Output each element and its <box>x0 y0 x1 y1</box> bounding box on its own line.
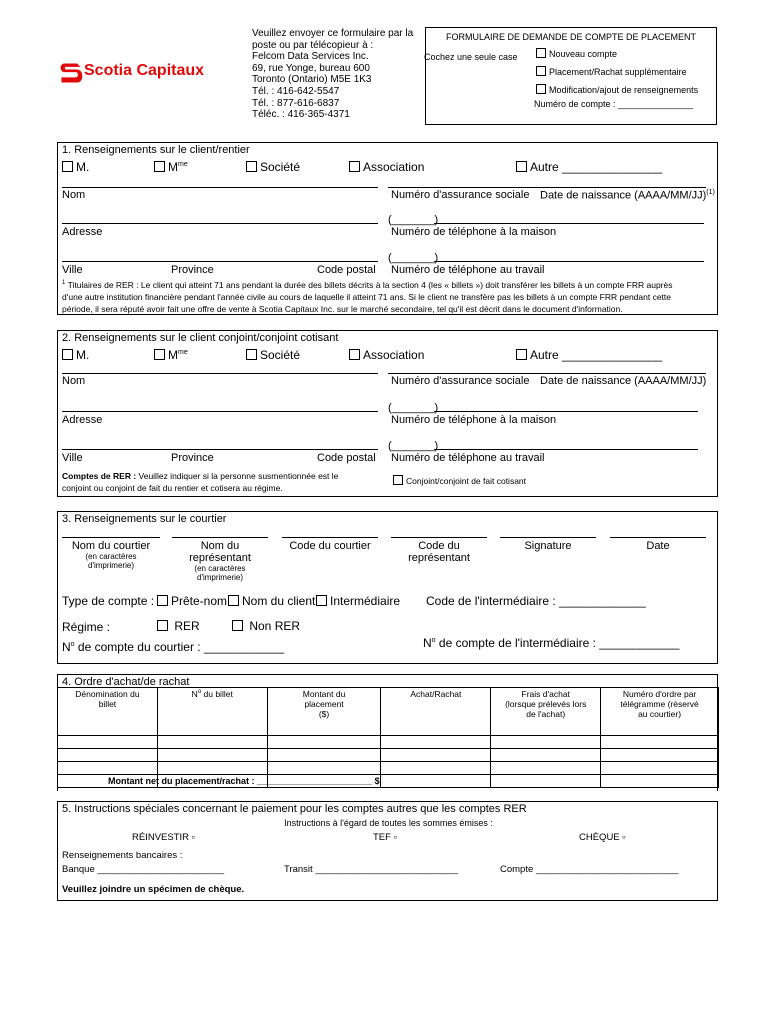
nas-line[interactable] <box>388 187 706 188</box>
tel-maison-label: Numéro de téléphone à la maison <box>391 226 557 238</box>
type-intermediaire[interactable]: Intermédiaire <box>316 594 400 608</box>
col-line[interactable] <box>62 537 160 538</box>
adresse-line[interactable] <box>62 411 378 412</box>
title-autre[interactable]: Autre _______________ <box>516 348 662 362</box>
th-denomination: Dénomination du billet <box>58 688 158 736</box>
table-row[interactable] <box>58 749 719 762</box>
th-frais: Frais d'achat (lorsque prélevés lors de l'achat) <box>491 688 601 736</box>
checkbox[interactable] <box>393 475 403 485</box>
cell[interactable] <box>58 736 158 749</box>
tel-travail-label: Numéro de téléphone au travail <box>391 264 545 276</box>
nas-label: Numéro d'assurance sociale <box>391 189 530 201</box>
cell[interactable] <box>491 736 601 749</box>
title-association[interactable]: Association <box>349 160 424 174</box>
checkbox[interactable] <box>228 595 239 606</box>
form-instruction: Cochez une seule case <box>424 52 518 62</box>
order-table <box>57 687 719 788</box>
th-achat-rachat: Achat/Rachat <box>381 688 491 736</box>
option-tef[interactable]: TEF ▫ <box>373 832 397 843</box>
title-societe[interactable]: Société <box>246 160 300 174</box>
nom-line[interactable] <box>62 187 378 188</box>
section-client <box>57 142 718 315</box>
checkbox[interactable] <box>536 48 546 58</box>
col-nom-representant: Nom du représentant (en caractères d'imprimerie) <box>189 540 251 582</box>
nom-line[interactable] <box>62 373 378 374</box>
ville-label: Ville <box>62 452 83 464</box>
title-m[interactable]: M. <box>62 160 89 174</box>
rer-note: $^1$ Titulaires de RER : Le client qui atteint 71 ans pendant la durée des billets décrits à la section 4 (les « billets ») doit transférer les billets à un compte FRR auprès d'une autre institution financière pendant l'année civile au cours de laquelle il atteint 71 ans. Si le client ne transfère pas les billets à un compte FRR pendant cette période, il sera réputé avoir fait une offre de vente à Scotia Capitaux Inc. sur le marché secondaire, tel qu'il est décrit dans le document d'information. <box>62 279 673 314</box>
tel-maison-field[interactable]: (_______) <box>388 214 439 226</box>
col-signature: Signature <box>524 540 572 552</box>
cell[interactable] <box>58 762 158 775</box>
checkbox[interactable] <box>516 161 527 172</box>
cell[interactable] <box>491 749 601 762</box>
option-cheque[interactable]: CHÈQUE ▫ <box>579 832 626 843</box>
cell[interactable] <box>601 762 719 775</box>
cell[interactable] <box>491 775 601 788</box>
title-mme[interactable]: $M^{me}$ <box>154 160 188 174</box>
cell[interactable] <box>381 736 491 749</box>
option-modification[interactable]: Modification/ajout de renseignements <box>536 84 698 95</box>
type-compte-label: Type de compte : <box>62 594 155 608</box>
col-date: Date <box>646 540 670 552</box>
address-line: Felcom Data Services Inc. <box>252 51 369 63</box>
type-nom-client[interactable]: Nom du client <box>228 594 315 608</box>
th-montant: Montant du placement ($) <box>267 688 381 736</box>
cell[interactable] <box>157 749 267 762</box>
col-line[interactable] <box>282 537 378 538</box>
section-2-title: 2. Renseignements sur le client conjoint/conjoint cotisant <box>62 332 339 344</box>
th-numero-ordre: Numéro d'ordre par télégramme (réservé au courtier) <box>601 688 719 736</box>
bank-info-label: Renseignements bancaires : <box>62 850 183 861</box>
cell[interactable] <box>267 736 381 749</box>
cheque-note: Veuillez joindre un spécimen de chèque. <box>62 884 245 895</box>
address-line: Téléc. : 416-365-4371 <box>252 109 350 121</box>
th-no-billet: $N^o$ du billet <box>157 688 267 736</box>
nom-label: Nom <box>62 375 86 387</box>
section-joint-client <box>57 330 718 497</box>
net-amount-field[interactable]: Montant net du placement/rachat : _______________________ $ <box>108 776 380 786</box>
title-societe[interactable]: Société <box>246 348 300 362</box>
nas-label: Numéro d'assurance sociale <box>391 375 530 387</box>
no-compte-courtier-field[interactable]: $N^o$ de compte du courtier : ____________ <box>62 640 285 654</box>
section-3-title: 3. Renseignements sur le courtier <box>62 513 227 525</box>
nom-label: Nom <box>62 189 86 201</box>
col-nom-courtier: Nom du courtier (en caractères d'imprimerie) <box>71 540 151 570</box>
no-compte-intermediaire-field[interactable]: $N^o$ de compte de l'intermédiaire : ____________ <box>423 636 680 650</box>
cell[interactable] <box>601 749 719 762</box>
checkbox[interactable] <box>246 349 257 360</box>
cell[interactable] <box>157 736 267 749</box>
dob-label: Date de naissance (AAAA/MM/JJ) <box>540 375 707 387</box>
province-label: Province <box>171 264 214 276</box>
option-additional[interactable]: Placement/Rachat supplémentaire <box>536 66 687 77</box>
tel-maison-field[interactable]: (_______) <box>388 402 439 414</box>
cell[interactable] <box>381 749 491 762</box>
checkbox[interactable] <box>349 161 360 172</box>
section-broker <box>57 511 718 664</box>
dob-label: Date de naissance (AAAA/MM/JJ)$^{(1)}$ <box>540 189 715 202</box>
checkbox[interactable] <box>154 161 165 172</box>
address-line: poste ou par télécopieur à : <box>252 39 374 51</box>
section-order <box>57 674 718 791</box>
tel-travail-field[interactable]: (_______) <box>388 252 439 264</box>
form-type-box <box>425 27 717 125</box>
regime-rer[interactable]: RER <box>157 619 200 633</box>
title-association[interactable]: Association <box>349 348 424 362</box>
banque-field[interactable]: Banque ________________________ <box>62 864 225 875</box>
type-prete-nom[interactable]: Prête-nom <box>157 594 227 608</box>
address-line: Tél. : 416-642-5547 <box>252 85 340 97</box>
checkbox[interactable] <box>157 595 168 606</box>
cell[interactable] <box>491 762 601 775</box>
conjoint-option[interactable]: Conjoint/conjoint de fait cotisant <box>393 475 526 486</box>
title-mme[interactable]: $M^{me}$ <box>154 348 188 362</box>
address-line: Tél. : 877-616-6837 <box>252 97 340 109</box>
checkbox[interactable] <box>154 349 165 360</box>
adresse-label: Adresse <box>62 226 103 238</box>
tel-travail-field[interactable]: (_______) <box>388 440 439 452</box>
nas-line[interactable] <box>388 373 706 374</box>
col-line[interactable] <box>500 537 596 538</box>
checkbox[interactable] <box>316 595 327 606</box>
checkbox[interactable] <box>62 349 73 360</box>
province-label: Province <box>171 452 214 464</box>
code-intermediaire-field[interactable]: Code de l'intermédiaire : _____________ <box>426 594 646 608</box>
checkbox[interactable] <box>62 161 73 172</box>
col-code-courtier: Code du courtier <box>289 540 371 552</box>
cell[interactable] <box>601 736 719 749</box>
section-5-title: 5. Instructions spéciales concernant le paiement pour les comptes autres que les comptes RER <box>62 803 527 815</box>
option-reinvestir[interactable]: RÉINVESTIR ▫ <box>132 832 196 843</box>
tel-maison-line[interactable] <box>434 411 698 412</box>
cell[interactable] <box>267 749 381 762</box>
scotia-logo-icon <box>58 60 84 86</box>
tel-travail-label: Numéro de téléphone au travail <box>391 452 545 464</box>
tel-travail-line[interactable] <box>434 449 698 450</box>
checkbox[interactable] <box>349 349 360 360</box>
code-postal-label: Code postal <box>317 452 376 464</box>
tel-maison-line[interactable] <box>434 223 704 224</box>
checkbox[interactable] <box>157 620 168 631</box>
checkbox[interactable] <box>516 349 527 360</box>
regime-non-rer[interactable]: Non RER <box>232 619 300 633</box>
cell[interactable] <box>381 775 491 788</box>
table-header-row <box>58 688 719 736</box>
code-postal-label: Code postal <box>317 264 376 276</box>
cell[interactable] <box>58 749 158 762</box>
tel-travail-line[interactable] <box>434 261 704 262</box>
form-title: FORMULAIRE DE DEMANDE DE COMPTE DE PLACEMENT <box>445 32 697 42</box>
checkbox[interactable] <box>536 84 546 94</box>
cell[interactable] <box>267 762 381 775</box>
section-4-title: 4. Ordre d'achat/de rachat <box>62 676 190 688</box>
adresse-line[interactable] <box>62 223 378 224</box>
payment-sub: Instructions à l'égard de toutes les sommes émises : <box>284 818 493 828</box>
cell[interactable] <box>157 762 267 775</box>
table-row[interactable] <box>58 762 719 775</box>
regime-label: Régime : <box>62 620 111 634</box>
adresse-label: Adresse <box>62 414 103 426</box>
ville-label: Ville <box>62 264 83 276</box>
checkbox[interactable] <box>536 66 546 76</box>
address-line: Veuillez envoyer ce formulaire par la <box>252 28 414 39</box>
title-autre[interactable]: Autre _______________ <box>516 160 662 174</box>
address-line: 69, rue Yonge, bureau 600 <box>252 62 370 74</box>
col-line[interactable] <box>172 537 268 538</box>
cell[interactable] <box>381 762 491 775</box>
checkbox[interactable] <box>246 161 257 172</box>
rer-spouse-note: Comptes de RER : Veuillez indiquer si la personne susmentionnée est le conjoint ou conjoint de fait du rentier et cotisera au régime. <box>62 471 339 493</box>
ville-line[interactable] <box>62 261 378 262</box>
cell[interactable] <box>601 775 719 788</box>
table-row[interactable] <box>58 736 719 749</box>
col-code-representant: Code du représentant <box>408 540 470 564</box>
logo-text: Scotia Capitaux <box>84 62 205 79</box>
section-payment-instructions <box>57 801 718 901</box>
col-line[interactable] <box>610 537 706 538</box>
compte-field[interactable]: Compte ___________________________ <box>500 864 679 875</box>
title-m[interactable]: M. <box>62 348 89 362</box>
checkbox[interactable] <box>232 620 243 631</box>
option-new-account[interactable]: Nouveau compte <box>536 48 617 59</box>
col-line[interactable] <box>391 537 487 538</box>
address-line: Toronto (Ontario) M5E 1K3 <box>252 74 372 86</box>
account-number-field[interactable]: Numéro de compte : _______________ <box>534 99 694 109</box>
tel-maison-label: Numéro de téléphone à la maison <box>391 414 557 426</box>
section-1-title: 1. Renseignements sur le client/rentier <box>62 144 250 156</box>
mailing-address <box>252 28 413 121</box>
ville-line[interactable] <box>62 449 378 450</box>
transit-field[interactable]: Transit ___________________________ <box>284 864 458 875</box>
